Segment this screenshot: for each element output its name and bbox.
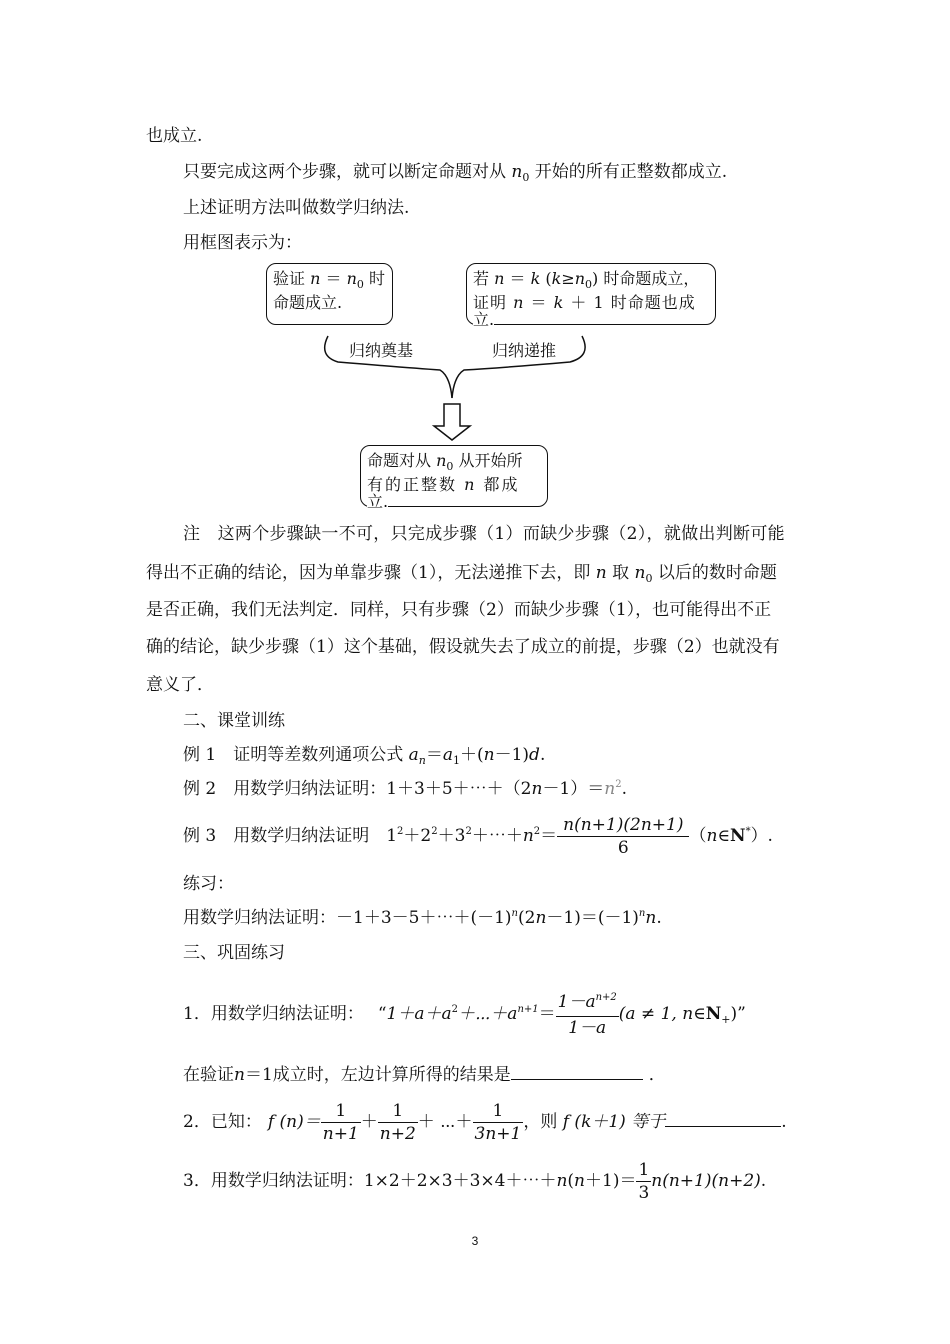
practice-problem: 用数学归纳法证明：$-1+3-5+\cdots+(-1)^n(2n-1)=(-1)^nn$. [183, 908, 662, 928]
fraction-2: $\frac{1}{n+2}$ [379, 1101, 416, 1144]
down-arrow-icon [434, 404, 470, 440]
example-3: 例 3 用数学归纳法证明 $1^2+2^2+3^2+\cdots+n^2=$ $\frac{n(n+1)(2n+1)}{6}$ （n∈N*）. [183, 815, 773, 858]
answer-blank-2[interactable] [665, 1108, 781, 1127]
question-3: 3．用数学归纳法证明：1×2＋2×3＋3×4＋⋯＋n(n＋1)＝ $\frac{1}{3}$ n(n+1)(n+2). [183, 1160, 767, 1203]
diagram-box-basis: 验证 $n = n_0$ 时 命题成立. [266, 263, 393, 325]
note-line-2: 得出不正确的结论，因为单靠步骤（1），无法递推下去，即 n 取 $n_0$ 以后的数时命题 [146, 563, 777, 585]
note-line-3: 是否正确，我们无法判定．同样，只有步骤（2）而缺少步骤（1），也可能得出不正 [146, 600, 772, 620]
note-line-5: 意义了． [146, 675, 214, 695]
question-1: 1．用数学归纳法证明： “$1+a+a^2+\cdots+a^{n+1}=$ $\frac{1-a^{n+2}}{1-a}$ (a ≠ 1, $n\in N_+$)” [183, 991, 746, 1038]
para-steps: 只要完成这两个步骤，就可以断定命题对从 $n_0$ 开始的所有正整数都成立. [183, 162, 728, 184]
diagram-box-induction: 若 n ＝ k $(k\ge n_0)$ 时命题成立， 证明 n ＝ k ＋ 1 时命题也成 立. [466, 263, 716, 325]
note-line-1: 注 这两个步骤缺一不可，只完成步骤（1）而缺少步骤（2），就做出判断可能 [183, 524, 785, 544]
fraction-one-third: $\frac{1}{3}$ [638, 1160, 650, 1203]
practice-label: 练习： [183, 874, 234, 894]
fraction-1: $\frac{1}{n+1}$ [322, 1101, 359, 1144]
question-2: 2．已知： f (n)＝ $\frac{1}{n+1}$ ＋ $\frac{1}{n+2}$ ＋ ⋯＋ $\frac{1}{3n+1}$ ，则 f (k＋1) 等于 . [183, 1101, 787, 1144]
example-2: 例 2 用数学归纳法证明：$1+3+5+\cdots+(2n-1)=n^2$. [183, 779, 627, 799]
section-3-heading: 三、巩固练习 [183, 943, 285, 963]
para-method: 上述证明方法叫做数学归纳法. [183, 198, 410, 218]
label-recursion: 归纳递推 [492, 341, 557, 360]
label-basis: 归纳奠基 [349, 341, 414, 360]
page-number: 3 [471, 1234, 479, 1248]
fraction-3: $\frac{1}{3n+1}$ [474, 1101, 522, 1144]
para-diagram-intro: 用框图表示为： [183, 233, 302, 253]
fraction-geometric-sum: $\frac{1-a^{n+2}}{1-a}$ [557, 991, 617, 1038]
answer-blank-1[interactable] [511, 1061, 643, 1080]
section-2-heading: 二、课堂训练 [183, 711, 285, 731]
fraction-sum-of-squares: $\frac{n(n+1)(2n+1)}{6}$ [557, 814, 689, 859]
note-line-4: 确的结论，缺少步骤（1）这个基础，假设就失去了成立的前提，步骤（2）也就没有 [146, 637, 780, 657]
question-1-followup: 在验证n＝1成立时，左边计算所得的结果是 ． [183, 1061, 666, 1087]
example-1: 例 1 证明等差数列通项公式 $a_n=a_1+(n-1)d$. [183, 745, 546, 767]
para-end: 也成立. [146, 126, 203, 146]
diagram-box-conclusion: 命题对从 $n_0$ 从开始所 有的正整数 n 都成 立. [360, 445, 548, 507]
